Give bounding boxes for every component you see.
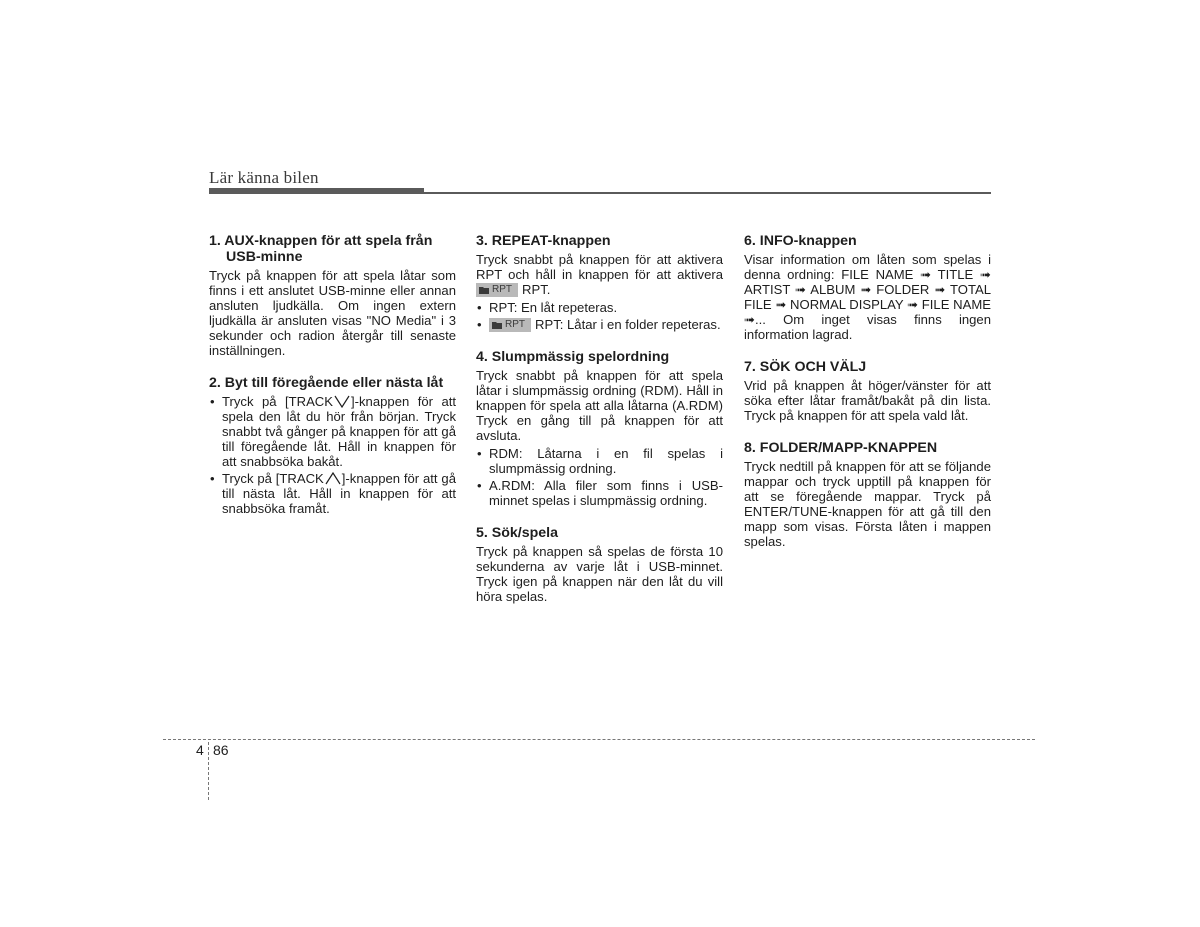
section-track <box>209 375 456 516</box>
section-info <box>744 233 991 342</box>
section-body: Tryck snabbt på knappen för att spela låtar i slumpmässig ordning (RDM). Håll in knappen för spela att alla låtarna (A.RDM) Tryck en gång till på knappen för att avsluta. <box>476 368 723 443</box>
section-heading: 3. REPEAT-knappen <box>476 233 611 249</box>
section-search <box>744 359 991 423</box>
list-item: • RDM: Låtarna i en fil spelas i slumpmässig ordning. <box>476 446 723 476</box>
folder-icon <box>492 321 502 329</box>
column-3 <box>744 233 991 566</box>
rpt-button-label: • RPT <box>505 319 525 330</box>
section-heading: 2. Byt till föregående eller nästa låt <box>209 375 444 391</box>
bullet-text: Tryck på [TRACK <box>222 394 334 409</box>
list-item: • A.RDM: Alla filer som finns i USB-minnet spelas i slumpmässig ordning. <box>476 478 723 508</box>
chevron-down-icon <box>334 395 350 408</box>
section-heading: 4. Slumpmässig spelordning <box>476 349 670 365</box>
section-repeat <box>476 233 723 332</box>
column-2 <box>476 233 723 621</box>
rpt-folder-button <box>489 318 531 332</box>
list-item <box>476 317 723 332</box>
rpt-button-label: RPT <box>492 284 512 295</box>
header-title: Lär känna bilen <box>209 168 319 187</box>
body-text: RPT. <box>522 282 551 297</box>
column-1 <box>209 233 456 533</box>
list-item: • RPT: En låt repeteras. <box>476 300 723 315</box>
section-heading: 7. SÖK OCH VÄLJ <box>744 359 867 375</box>
chevron-up-icon <box>325 472 341 485</box>
section-heading: 1. AUX-knappen för att spela från USB-minne <box>209 233 433 265</box>
section-body <box>476 252 723 297</box>
list-item <box>209 471 456 516</box>
body-text: Tryck snabbt på knappen för att aktivera RPT och håll in knappen för att aktivera <box>476 252 723 282</box>
footer-divider <box>208 742 209 800</box>
section-body: Tryck på knappen så spelas de första 10 sekunderna av varje låt i USB-minnet. Tryck igen på knappen när den låt du vill höra spelas. <box>476 544 723 604</box>
section-heading: 5. Sök/spela <box>476 525 559 541</box>
bullet-text: Tryck på [TRACK <box>222 471 324 486</box>
bullet-text: ]-knappen för att spela den låt du hör från början. Tryck snabbt två gånger på knappen för att gå till föregående låt. Håll in knappen för att snabbsöka bakåt. <box>222 394 457 469</box>
section-body: Visar information om låten som spelas i denna ordning: FILE NAME ➟ TITLE ➟ ARTIST ➟ ALBUM ➟ FOLDER ➟ TOTAL FILE ➟ NORMAL DISPLAY ➟ FILE NAME ➟... Om inget visas finns ingen information lagrad. <box>744 252 991 342</box>
bullet-text: RPT: Låtar i en folder repeteras. <box>535 317 721 332</box>
list-item <box>209 394 456 469</box>
section-folder <box>744 440 991 549</box>
rpt-folder-button <box>476 283 518 297</box>
section-aux <box>209 233 456 358</box>
bullet-text: ]-knappen för att gå till nästa låt. Håll in knappen för att snabbsöka framåt. <box>222 471 456 516</box>
section-heading: 6. INFO-knappen <box>744 233 857 249</box>
section-scan <box>476 525 723 604</box>
section-heading: 8. FOLDER/MAPP-KNAPPEN <box>744 440 938 456</box>
footer-rule <box>163 739 1035 740</box>
section-body: Tryck på knappen för att spela låtar som finns i ett anslutet USB-minne eller annan ansluten ljudkälla. Om ingen extern ljudkälla är ansluten visas "NO Media" i 3 sekunder och radion återgår till senaste inställningen. <box>209 268 456 358</box>
section-body: Tryck nedtill på knappen för att se följande mappar och tryck upptill på knappen för att se föregående mappar. Tryck på ENTER/TUNE-knappen för att gå till den mapp som visas. Första låten i mappen spelas. <box>744 459 991 549</box>
folder-icon <box>479 286 489 294</box>
section-body: Vrid på knappen åt höger/vänster för att söka efter låtar framåt/bakåt på din lista. Tryck på knappen för att spela vald låt. <box>744 378 991 423</box>
header-bar-accent <box>209 188 424 194</box>
page-number: 86 <box>213 742 229 758</box>
chapter-number: 4 <box>196 742 204 758</box>
section-random <box>476 349 723 508</box>
